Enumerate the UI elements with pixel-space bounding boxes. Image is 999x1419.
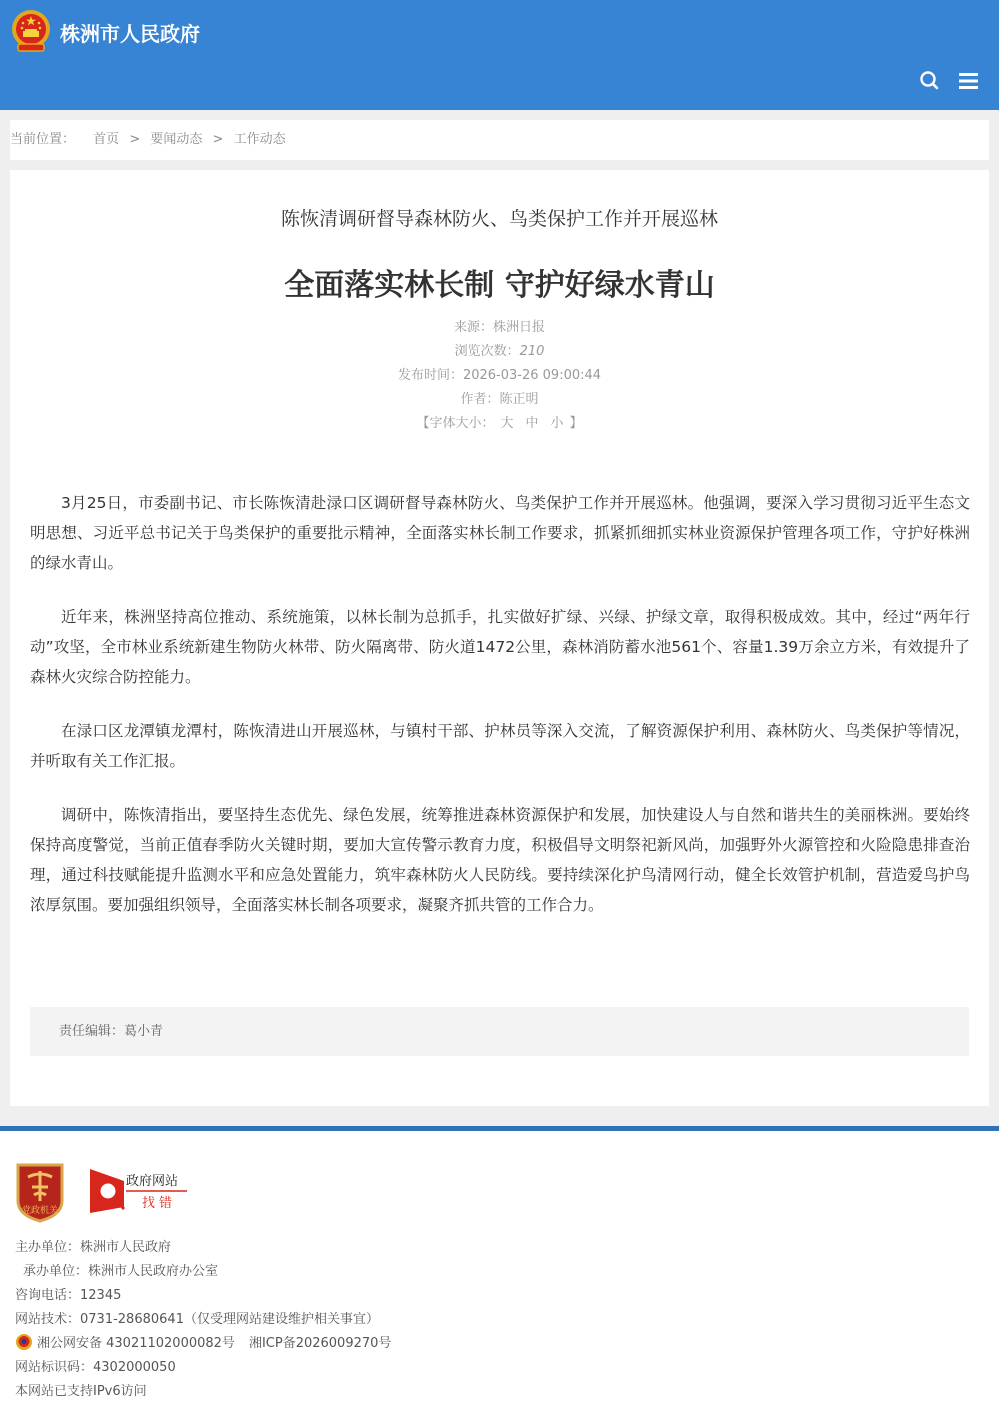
site-id-value: 4302000050 — [93, 1360, 176, 1375]
footer-records — [15, 1332, 391, 1356]
search-icon[interactable] — [918, 69, 942, 93]
breadcrumb — [10, 120, 989, 160]
site-id-label: 网站标识码： — [15, 1360, 94, 1375]
article-source — [10, 316, 989, 335]
editor-name: 葛小青 — [124, 1024, 164, 1039]
font-size-label: 【字体大小： — [416, 416, 495, 431]
phone-value: 12345 — [80, 1288, 122, 1303]
breadcrumb-separator: > — [212, 132, 224, 147]
article-title: 全面落实林长制 守护好绿水青山 — [284, 268, 715, 303]
badge-line2: 找错 — [142, 1196, 177, 1211]
tech-value: 0731-28680641（仅受理网站建设维护相关事宜） — [80, 1312, 379, 1327]
footer-site-id — [15, 1356, 391, 1380]
footer-tech — [15, 1308, 391, 1332]
article-author — [10, 388, 989, 407]
organizer-label: 承办单位： — [23, 1264, 89, 1279]
author-value: 陈正明 — [499, 392, 539, 407]
site-footer — [0, 1126, 999, 1419]
sponsor-label: 主办单位： — [15, 1240, 81, 1255]
article-published — [10, 364, 989, 383]
article-panel — [10, 170, 989, 1106]
views-value: 210 — [519, 344, 545, 359]
police-badge-icon — [15, 1333, 33, 1351]
footer-ipv6: 本网站已支持IPv6访问 — [15, 1384, 147, 1399]
party-government-badge-icon[interactable] — [14, 1161, 66, 1223]
police-record-link[interactable]: 湘公网安备 43021102000082号 — [37, 1336, 235, 1351]
site-header — [0, 0, 999, 110]
footer-phone — [15, 1284, 391, 1308]
source-value: 株洲日报 — [493, 320, 546, 335]
breadcrumb-work-news[interactable]: 工作动态 — [233, 132, 286, 147]
breadcrumb-label: 当前位置： — [10, 132, 76, 147]
breadcrumb-home[interactable]: 首页 — [93, 132, 120, 147]
sponsor-value: 株洲市人民政府 — [80, 1240, 172, 1255]
site-title[interactable]: 株洲市人民政府 — [60, 22, 200, 46]
tech-label: 网站技术： — [15, 1312, 81, 1327]
organizer-value: 株洲市人民政府办公室 — [88, 1264, 219, 1279]
article-paragraph: 3月25日，市委副书记、市长陈恢清赴渌口区调研督导森林防火、鸟类保护工作并开展巡林。他强调，要深入学习贯彻习近平生态文明思想、习近平总书记关于鸟类保护的重要批示精神，全面落实林长制工作要求，抓紧抓细抓实林业资源保护管理各项工作，守护好株洲的绿水青山。 — [30, 494, 970, 572]
gov-website-error-report-icon[interactable] — [90, 1167, 190, 1215]
published-label: 发布时间： — [397, 368, 463, 383]
national-emblem-icon — [10, 9, 52, 53]
article-views — [10, 340, 989, 359]
breadcrumb-separator: > — [129, 132, 141, 147]
editor-label: 责任编辑： — [59, 1024, 125, 1039]
article-paragraph: 调研中，陈恢清指出，要坚持生态优先、绿色发展，统筹推进森林资源保护和发展，加快建设人与自然和谐共生的美丽株洲。要始终保持高度警觉，当前正值春季防火关键时期，要加大宣传警示教育力度，积极倡导文明祭祀新风尚，加强野外火源管控和火险隐患排查治理，通过科技赋能提升监测水平和应急处置能力，筑牢森林防火人民防线。要持续深化护鸟清网行动，健全长效管护机制，营造爱鸟护鸟浓厚氛围。要加强组织领导，全面落实林长制各项要求，凝聚齐抓共管的工作合力。 — [30, 806, 970, 914]
responsible-editor — [30, 1007, 969, 1056]
source-label: 来源： — [453, 320, 493, 335]
published-value: 2026-03-26 09:00:44 — [462, 368, 602, 383]
author-label: 作者： — [460, 392, 500, 407]
footer-info — [15, 1236, 391, 1404]
font-size-close: 】 — [569, 416, 583, 431]
font-size-medium[interactable]: 中 — [525, 416, 539, 431]
font-size-control — [10, 412, 989, 431]
hamburger-menu-icon[interactable] — [957, 70, 981, 92]
breadcrumb-news[interactable]: 要闻动态 — [150, 132, 203, 147]
font-size-large[interactable]: 大 — [500, 416, 514, 431]
font-size-small[interactable]: 小 — [550, 416, 564, 431]
footer-organizer — [15, 1260, 391, 1284]
icp-record-link[interactable]: 湘ICP备2026009270号 — [248, 1336, 392, 1351]
views-label: 浏览次数： — [454, 344, 520, 359]
badge-text: 党政机关 — [21, 1206, 59, 1216]
phone-label: 咨询电话： — [15, 1288, 81, 1303]
badge-line1: 政府网站 — [126, 1174, 179, 1189]
article-subtitle: 陈恢清调研督导森林防火、鸟类保护工作并开展巡林 — [280, 208, 718, 230]
article-paragraph: 在渌口区龙潭镇龙潭村，陈恢清进山开展巡林，与镇村干部、护林员等深入交流，了解资源保护利用、森林防火、鸟类保护等情况，并听取有关工作汇报。 — [30, 722, 970, 770]
article-body — [30, 488, 970, 944]
article-paragraph: 近年来，株洲坚持高位推动、系统施策，以林长制为总抓手，扎实做好扩绿、兴绿、护绿文章，取得积极成效。其中，经过“两年行动”攻坚，全市林业系统新建生物防火林带、防火隔离带、防火道1472公里，森林消防蓄水池561个、容量1.39万余立方米，有效提升了森林火灾综合防控能力。 — [30, 608, 970, 686]
footer-sponsor — [15, 1236, 391, 1260]
